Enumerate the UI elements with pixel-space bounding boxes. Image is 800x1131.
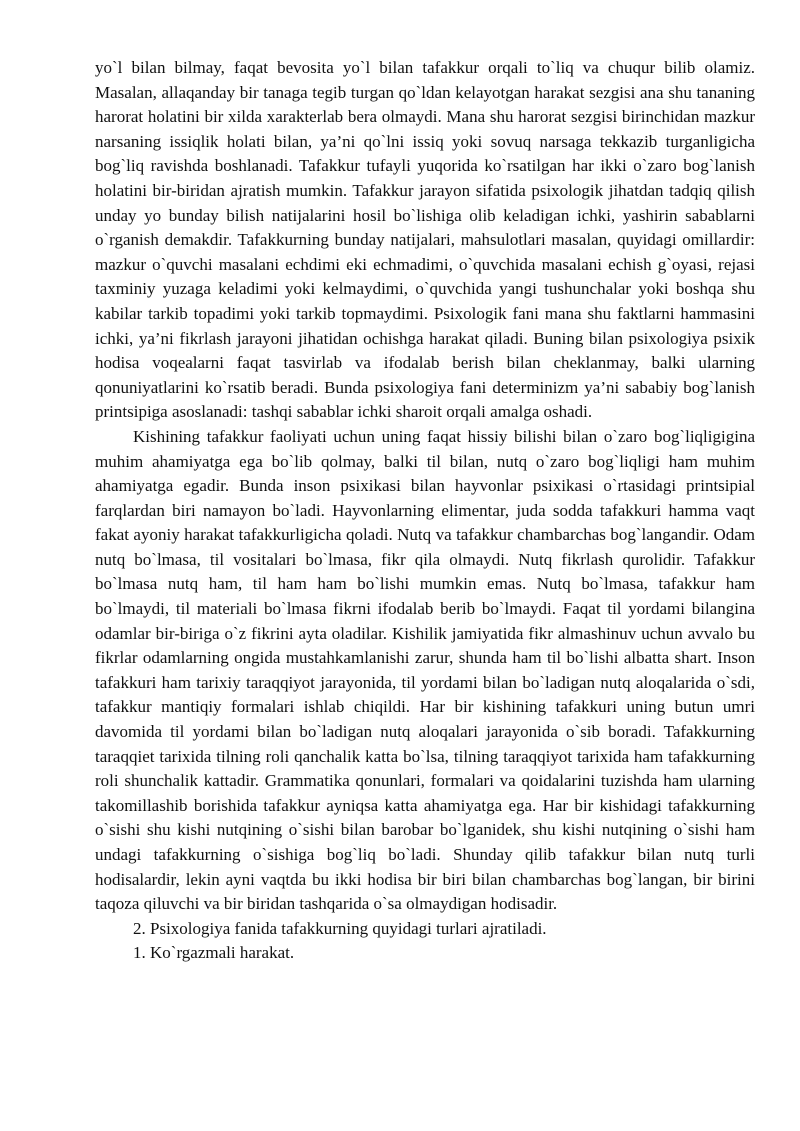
- paragraph-speech-and-thought: Kishining tafakkur faoliyati uchun uning faqat hissiy bilishi bilan o`zaro bog`liqligigina muhim ahamiyatga ega bo`lib qolmay, balki til bilan, nutq o`zaro bog`liqligi ham muhim ahamiyatga egadir. Bunda inson psixikasi bilan hayvonlar psixikasi o`rtasidagi printsipial farqlardan biri namayon bo`ladi. Hayvonlarning elimentar, juda sodda tafakkuri hamma vaqt fakat ayoniy harakat tafakkurligicha qoladi. Nutq va tafakkur chambarchas bog`langandir. Odam nutq bo`lmasa, til vositalari bo`lmasa, fikr qila olmaydi. Nutq fikrlash qurolidir. Tafakkur bo`lmasa nutq ham, til ham ham bo`lishi mumkin emas. Nutq bo`lmasa, tafakkur ham bo`lmaydi, til materiali bo`lmasa fikrni ifodalab berib bo`lmaydi. Faqat til yordami bilangina odamlar bir-biriga o`z fikrini ayta oladilar. Kishilik jamiyatida fikr almashinuv uchun avvalo bu fikrlar odamlarning ongida mustahkamlanishi zarur, shunda ham til bo`lishi albatta shart. Inson tafakkuri ham tarixiy taraqqiyot jarayonida, til yordami bilan bo`ladigan nutq aloqalarida o`sdi, tafakkur mantiqiy formalari ishlab chiqildi. Har bir kishining tafakkuri uning butun umri davomida til yordami bilan bo`ladigan nutq aloqalari jarayonida o`sib boradi. Tafakkurning taraqqiet tarixida tilning roli qanchalik katta bo`lsa, tilning taraqqiyot tarixida ham tafakkurning roli shunchalik kattadir. Grammatika qonunlari, formalari va qoidalarini tuzishda ham ularning takomillashib borishida tafakkur ayniqsa katta ahamiyatga ega. Har bir kishidagi tafakkurning o`sishi shu kishi nutqining o`sishi bilan barobar bo`lganidek, shu kishi nutqining o`sishi ham undagi tafakkurning o`sishiga bog`liq bo`ladi. Shunday qilib tafakkur bilan nutq turli hodisalardir, lekin ayni vaqtda bu ikki hodisa bir biri bilan chambarchas bog`langan, bir birini taqoza qiluvchi va bir biridan tashqarida o`sa olmaydigan hodisadir.: [95, 426, 755, 914]
- section-heading-thinking-types: 2. Psixologiya fanida tafakkurning quyidagi turlari ajratiladi.: [133, 918, 547, 938]
- list-item-visual-action: 1. Ko`rgazmali harakat.: [133, 943, 295, 963]
- paragraph-continuation: yo`l bilan bilmay, faqat bevosita yo`l bilan tafakkur orqali to`liq va chuqur bilib olamiz. Masalan, allaqanday bir tanaga tegib turgan qo`ldan kelayotgan harakat sezgisi ana shu tananing harorat holatini bir xilda xarakterlab bera olmaydi. Mana shu harorat sezgisi birinchidan mazkur narsaning issiqlik holati bilan, ya’ni qo`lni issiq yoki sovuq narsaga tekkazib turganligicha bog`liq ravishda boshlanadi. Tafakkur tufayli yuqorida ko`rsatilgan har ikki o`zaro bog`lanish holatini bir-biridan ajratish mumkin. Tafakkur jarayon sifatida psixologik jihatdan tadqiq qilish unday yo bunday bilish natijalarini hosil bo`lishiga olib keladigan ichki, yashirin sabablarni o`rganish demakdir. Tafakkurning bunday natijalari, mahsulotlari masalan, quyidagi omillardir: mazkur o`quvchi masalani echdimi eki echmadimi, o`quvchida masalani echish g`oyasi, rejasi taxminiy yuzaga keladimi yoki kelmaydimi, o`quvchida yangi tushunchalar yoki boshqa shu kabilar tarkib topadimi yoki tarkib topmaydimi. Psixologik fani mana shu faktlarni hammasini ichki, ya’ni fikrlash jarayoni jihatidan ochishga harakat qiladi. Buning bilan psixologiya psixik hodisa voqealarni faqat tasvirlab va ifodalab berish bilan cheklanmay, balki ularning qonuniyatlarini ko`rsatib beradi. Bunda psixologiya fani determinizm ya’ni sababiy bog`lanish printsipiga asoslanadi: tashqi sabablar ichki sharoit orqali amalga oshadi.: [95, 58, 755, 422]
- document-page: [95, 56, 755, 966]
